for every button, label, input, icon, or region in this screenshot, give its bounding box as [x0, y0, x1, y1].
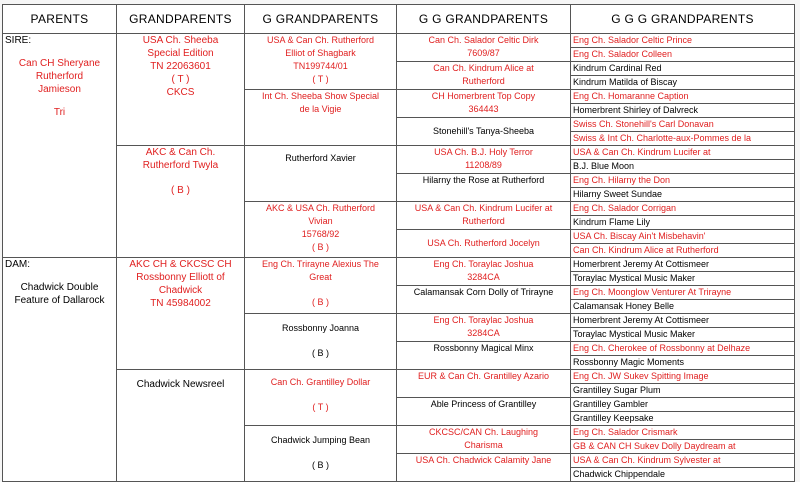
gg-grandparent-line: 3284CA: [467, 272, 500, 282]
gg-grandparent-cell: [397, 370, 571, 398]
g-grandparent-line: ( B ): [312, 242, 329, 252]
g-grandparent-line: Rutherford Xavier: [285, 153, 356, 163]
ggg-grandparent-cell: Eng Ch. JW Sukev Spitting Image: [571, 370, 795, 384]
gg-grandparent-line: Rutherford: [462, 76, 505, 86]
ggg-grandparent-cell: Kindrum Flame Lily: [571, 216, 795, 230]
ggg-grandparent-cell: Kindrum Matilda of Biscay: [571, 76, 795, 90]
g-grandparent-line: de la Vigie: [299, 104, 342, 114]
g-grandparent-line: Great: [309, 272, 332, 282]
sire-label: SIRE:: [5, 35, 32, 46]
gg-grandparent-cell: [397, 314, 571, 342]
g-grandparent-note: ( B ): [312, 460, 329, 470]
gg-grandparent-line: Able Princess of Grantilley: [430, 399, 537, 409]
ggg-grandparent-cell: GB & CAN CH Sukev Dolly Daydream at: [571, 440, 795, 454]
grandparent-line: Chadwick Newsreel: [136, 379, 225, 390]
g-grandparent-note: ( T ): [312, 402, 329, 412]
gg-grandparent-line: 7609/87: [467, 48, 500, 58]
g-grandparent-line: 15768/92: [301, 229, 340, 239]
gg-grandparent-line: CH Homerbrent Top Copy: [431, 91, 536, 101]
header-gg-grandparents: G G GRANDPARENTS: [397, 5, 571, 34]
g-grandparent-cell: [245, 146, 397, 202]
grandparent-cell: [117, 370, 245, 482]
g-grandparent-cell: [245, 426, 397, 482]
g-grandparent-line: ( T ): [312, 74, 329, 84]
gg-grandparent-cell: [397, 454, 571, 482]
g-grandparent-cell: [245, 34, 397, 90]
grandparent-line: USA Ch. Sheeba: [142, 35, 219, 46]
sire-cell: [3, 34, 117, 258]
grandparent-line: ( T ): [171, 74, 190, 85]
gg-grandparent-line: 3284CA: [467, 328, 500, 338]
ggg-grandparent-cell: Swiss Ch. Stonehill's Carl Donavan: [571, 118, 795, 132]
gg-grandparent-line: Can Ch. Salador Celtic Dirk: [428, 35, 539, 45]
ggg-grandparent-cell: Toraylac Mystical Music Maker: [571, 272, 795, 286]
gg-grandparent-cell: [397, 398, 571, 426]
g-grandparent-line: Vivian: [308, 216, 333, 226]
g-grandparent-line: Eng Ch. Triraynе Alexius The: [262, 259, 379, 269]
grandparent-line: Rutherford Twyla: [142, 160, 219, 171]
ggg-grandparent-cell: Toraylac Mystical Music Maker: [571, 328, 795, 342]
gg-grandparent-line: 11208/89: [465, 160, 502, 170]
gg-grandparent-line: USA Ch. Rutherford Jocelyn: [427, 238, 540, 248]
ggg-grandparent-cell: Eng Ch. Salador Corrigan: [571, 202, 795, 216]
gg-grandparent-cell: [397, 202, 571, 230]
g-grandparent-line: AKC & USA Ch. Rutherford: [265, 203, 376, 213]
g-grandparent-cell: [245, 314, 397, 370]
gg-grandparent-line: Stonehill's Tanya-Sheeba: [432, 126, 535, 136]
grandparent-cell: [117, 146, 245, 258]
header-parents: PARENTS: [3, 5, 117, 34]
pedigree-table: [2, 4, 795, 482]
g-grandparent-note: ( B ): [312, 297, 329, 307]
gg-grandparent-line: USA & Can Ch. Kindrum Lucifer at: [414, 203, 553, 213]
g-grandparent-line: Rossbonny Joanna: [281, 323, 360, 333]
dam-cell: [3, 258, 117, 482]
grandparent-cell: [117, 258, 245, 370]
header-grandparents: GRANDPARENTS: [117, 5, 245, 34]
ggg-grandparent-cell: Homerbrent Shirley of Dalvreck: [571, 104, 795, 118]
grandparent-line: AKC & Can Ch.: [145, 147, 216, 158]
gg-grandparent-cell: [397, 90, 571, 118]
g-grandparent-line: Elliot of Shagbark: [285, 48, 356, 58]
dam-name-line: Feature of Dallarock: [14, 295, 105, 306]
ggg-grandparent-cell: USA & Can Ch. Kindrum Sylvester at: [571, 454, 795, 468]
g-grandparent-cell: [245, 370, 397, 426]
ggg-grandparent-cell: Can Ch. Kindrum Alice at Rutherford: [571, 244, 795, 258]
g-grandparent-line: Chadwick Jumping Bean: [270, 435, 371, 445]
gg-grandparent-line: 364443: [468, 104, 499, 114]
grandparent-line: CKCS: [166, 87, 195, 98]
ggg-grandparent-cell: B.J. Blue Moon: [571, 160, 795, 174]
ggg-grandparent-cell: Homerbrent Jeremy At Cottismeer: [571, 258, 795, 272]
ggg-grandparent-cell: Eng Ch. Homaranne Caption: [571, 90, 795, 104]
gg-grandparent-line: Eng Ch. Toraylac Joshua: [433, 259, 534, 269]
ggg-grandparent-cell: USA Ch. Biscay Ain't Misbehavin': [571, 230, 795, 244]
gg-grandparent-cell: [397, 342, 571, 370]
gg-grandparent-line: Rutherford: [462, 216, 505, 226]
g-grandparent-note: ( B ): [312, 348, 329, 358]
gg-grandparent-cell: [397, 62, 571, 90]
grandparent-line: TN 45984002: [150, 298, 211, 309]
g-grandparent-line: Can Ch. Grantilley Dollar: [270, 377, 371, 387]
ggg-grandparent-cell: Hilarny Sweet Sundae: [571, 188, 795, 202]
gg-grandparent-cell: [397, 230, 571, 258]
gg-grandparent-line: USA Ch. B.J. Holy Terror: [434, 147, 533, 157]
gg-grandparent-line: Charisma: [464, 440, 503, 450]
ggg-grandparent-cell: Grantilley Sugar Plum: [571, 384, 795, 398]
dam-name-line: Chadwick Double: [20, 282, 99, 293]
gg-grandparent-cell: [397, 34, 571, 62]
ggg-grandparent-cell: Homerbrent Jeremy At Cottismeer: [571, 314, 795, 328]
g-grandparent-cell: [245, 202, 397, 258]
gg-grandparent-line: Rossbonny Magical Minx: [433, 343, 534, 353]
header-row: [3, 5, 795, 34]
ggg-grandparent-cell: USA & Can Ch. Kindrum Lucifer at: [571, 146, 795, 160]
ggg-grandparent-cell: Eng Ch. Cherokee of Rossbonny at Delhaze: [571, 342, 795, 356]
ggg-grandparent-cell: Calamansak Honey Belle: [571, 300, 795, 314]
ggg-grandparent-cell: Swiss & Int Ch. Charlotte-aux-Pommes de la: [571, 132, 795, 146]
gg-grandparent-cell: [397, 426, 571, 454]
sire-name-line: Can CH Sheryane: [18, 58, 101, 69]
ggg-grandparent-cell: Eng Ch. Salador Celtic Prince: [571, 34, 795, 48]
gg-grandparent-line: Can Ch. Kindrum Alice at: [433, 63, 534, 73]
gg-grandparent-cell: [397, 174, 571, 202]
grandparent-line: Chadwick: [158, 285, 203, 296]
grandparent-line: Rossbonny Elliott of: [136, 272, 225, 283]
gg-grandparent-cell: [397, 286, 571, 314]
g-grandparent-line: Int Ch. Sheeba Show Special: [261, 91, 380, 101]
grandparent-cell: [117, 34, 245, 146]
sire-name-line: Rutherford: [35, 71, 84, 82]
header-g-grandparents: G GRANDPARENTS: [245, 5, 397, 34]
gg-grandparent-line: CKCSC/CAN Ch. Laughing: [428, 427, 539, 437]
sire-name-line: Jamieson: [38, 84, 81, 95]
ggg-grandparent-cell: Eng Ch. Moonglow Venturer At Triraynе: [571, 286, 795, 300]
ggg-grandparent-cell: Eng Ch. Hilarny the Don: [571, 174, 795, 188]
gg-grandparent-cell: [397, 146, 571, 174]
ggg-grandparent-cell: Kindrum Cardinal Red: [571, 62, 795, 76]
grandparent-line: AKC CH & CKCSC CH: [129, 259, 232, 270]
ggg-grandparent-cell: Rossbonny Magic Moments: [571, 356, 795, 370]
gg-grandparent-cell: [397, 118, 571, 146]
gg-grandparent-line: USA Ch. Chadwick Calamity Jane: [415, 455, 552, 465]
g-grandparent-cell: [245, 90, 397, 146]
grandparent-line: TN 22063601: [150, 61, 211, 72]
ggg-grandparent-cell: Grantilley Keepsake: [571, 412, 795, 426]
gg-grandparent-line: Eng Ch. Toraylac Joshua: [433, 315, 534, 325]
ggg-grandparent-cell: Grantilley Gambler: [571, 398, 795, 412]
grandparent-note: ( B ): [171, 185, 190, 196]
gg-grandparent-line: Calamansak Corn Dolly of Triraynе: [413, 287, 554, 297]
dam-label: DAM:: [5, 259, 30, 270]
g-grandparent-line: TN199744/01: [293, 61, 348, 71]
gg-grandparent-line: EUR & Can Ch. Grantilley Azario: [417, 371, 550, 381]
grandparent-line: Special Edition: [147, 48, 214, 59]
sire-color: Tri: [53, 107, 66, 118]
header-ggg-grandparents: G G G GRANDPARENTS: [571, 5, 795, 34]
ggg-grandparent-cell: Chadwick Chippendale: [571, 468, 795, 482]
ggg-grandparent-cell: Eng Ch. Salador Colleen: [571, 48, 795, 62]
gg-grandparent-line: Hilarny the Rose at Rutherford: [422, 175, 545, 185]
g-grandparent-cell: [245, 258, 397, 314]
ggg-grandparent-cell: Eng Ch. Salador Crismark: [571, 426, 795, 440]
g-grandparent-line: USA & Can Ch. Rutherford: [266, 35, 375, 45]
gg-grandparent-cell: [397, 258, 571, 286]
